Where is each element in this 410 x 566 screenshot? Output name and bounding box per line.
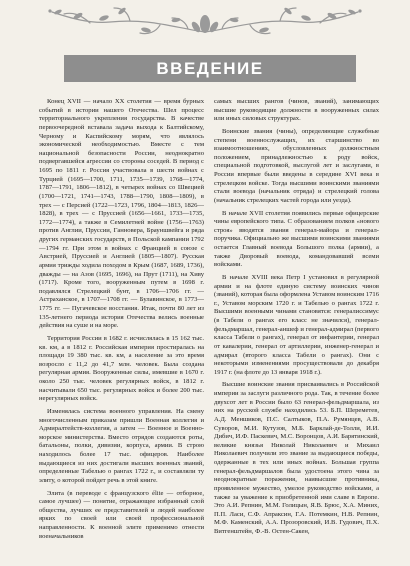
paragraph: Высшие воинские звания присваивались в Российской империи за заслуги различного рода. Так, в течение более двухсот лет в России было 63 генерал-фельдмаршала, из них на русской службе находились 53. Б.П. Шереметев, А.Д. Меншиков, П.С. Салтыков, П.А. Румянцев, А.В. Суворов, М.И. Кутузов, М.Б. Барклай-де-Толли, И.И. Дибич, И.Ф. Паскевич, М.С. Воронцов, А.И. Барятинский, великие князья Николай Николаевич и Михаил Николаевич получили это звание за выдающиеся победы, одержанные в тех или иных войнах. Большая группа генерал-фельдмаршалов была удостоена этого чина за неоднократные поражения, наивысшие противника, проявленное мужество, умелое руководство войсками, а также за уважение к приобретенной ими славе в Европе. Это А.И. Репнин, М.М. Голицын, Я.В. Брюс, Х.А. Миних, П.П. Ласи, С.Ф. Апраксин, Г.А. Потемкин, Н.В. Репнин, М.Ф. Каменский, А.А. Прозоровский, И.В. Гудович, П.Х. Витгенштейн, Ф.-В. Остен-Сакен, [214, 381, 379, 535]
chapter-title-band [64, 55, 356, 82]
paragraph: Элита (в переводе с французского élite — отборное, самое лучшее) — понятие, отражающее избранный слой общества, лучших ее представителей и людей наиболее ярких по своей или своей профессиональной направленности. К военной элите применимо отнести военачальников [39, 489, 204, 540]
text-columns [39, 98, 379, 545]
paragraph: Конец XVII — начало XX столетия — время бурных событий в истории нашего Отечества. Шел процесс территориального укрепления государства. В качестве первоочередной вставала задача выхода к Балтийскому, Черному и Каспийскому морям, что являлось экономической необходимостью. Вместе с тем национальной безопасности России, неоднократно подвергавшейся агрессии со стороны соседей. В период с 1695 по 1811 г. Россия участвовала в шести войнах с Турцией (1695—1700, 1711, 1735—1739, 1768—1774, 1787—1791, 1806—1812), в четырех войнах со Швецией (1700—1721, 1741—1743, 1788—1790, 1808—1809), в трех — с Персией (1722—1723, 1796, 1804—1813, 1826—1828), в трех — с Пруссией (1656—1661, 1733—1735, 1772—1774), а также в Семилетней войне (1756—1763) против Англии, Пруссии, Ганновера, Брауншвейга и ряда других германских государств, в Польской кампании 1792—1794 гг. При этом в войнах с Францией в союзе с Австрией, Пруссией и Англией (1805—1807). Русская армия трижды ходила походом в Крым (1687, 1689, 1736), дважды — на Азов (1695, 1696), на Прут (1711), на Хиву (1717). Кроме того, вооруженным путем в 1698 г. подавлялся Стрелецкий бунт, в 1706—1706 гг. — Астраханское, в 1707—1708 гг. — Булавинское, в 1773—1775 гг. — Пугачевское восстания. Итак, почти 80 лет из 135-летнего периода история Отечества велись военные действия на суше и на море. [39, 98, 204, 330]
paragraph: В начале XVIII века Петр I установил в регулярной армии и на флоте единую систему воинских чинов (званий), которая была оформлена Уставом воинским 1716 г., Уставом морским 1720 г. и Табелью о рангах 1722 г. Высшими военными чинами становятся: генералиссимус (в Табели о рангах его класс не значился), генерал-фельдмаршал, генерал-аншеф и генерал-адмирал (первого класса Табели о рангах), генерал от инфантерии, генерал от кавалерии, генерал от артиллерии, инженер-генерал и адмирал (второго класса Табели о рангах). Они с некоторыми изменениями просуществовали до декабря 1917 г. (на флоте до 13 января 1918 г.). [214, 273, 379, 376]
chapter-title: ВВЕДЕНИЕ [156, 58, 264, 78]
right-column [214, 98, 379, 545]
paragraph: Изменялась система военного управления. На смену многочисленным приказам пришли Военная коллегия и Адмиралтейств-коллегия, а затем — Военное и Военно-морское министерства. Вместо отрядов создаются роты, батальоны, полки, дивизии, корпуса, армии. В строю находилось более 17 тыс. офицеров. Наиболее выдающиеся из них достигали высших военных званий, определенные Табелью о рангах 1722 г., и составляли ту элиту, о которой пойдет речь в этой книге. [39, 407, 204, 484]
floral-ornament-header [0, 2, 410, 42]
left-column [39, 98, 204, 545]
paragraph: В начале XVII столетия появились первые офицерские чины европейского типа. С образованием полков «нового строя» вводятся звания генерал-майора и генерал-поручика. Официально же высшими воинскими званиями остается Главный воевода Большого полка (армии), а также Дворовый воевода, командовавший всеми войсками. [214, 209, 379, 269]
paragraph: Территория России в 1682 г. исчислялась в 15 162 тыс. кв. км, а в 1812 г. Российская империя простиралась на площади 19 380 тыс. кв. км, а население за это время возросло с 11,2 до 41,7 млн. человек. Была создана регулярная армия. Вооруженные силы, имевшие в 1670 г. около 250 тыс. человек регулярных войск, в 1812 г. насчитывали 650 тыс. регулярных войск и более 200 тыс. нерегулярных войск. [39, 334, 204, 403]
paragraph: Воинские звания (чины), определяющие служебные степени военнослужащих, их старшинство во взаимоотношениях, обусловленных должностным положением, принадлежностью к роду войск, специальной подготовкой, выслугой лет и заслугами, в России впервые были введены в середине XVI века в стрелецком войске. Тогда высшими воинскими званиями стали воевода (начальник отряда) и стрелецкий голова (начальник стрелецких частей города или уезда). [214, 127, 379, 204]
paragraph: самых высших рангов (чинов, званий), занимающих высшие руководящие должности в вооруженных силах или иных силовых структурах. [214, 98, 379, 123]
